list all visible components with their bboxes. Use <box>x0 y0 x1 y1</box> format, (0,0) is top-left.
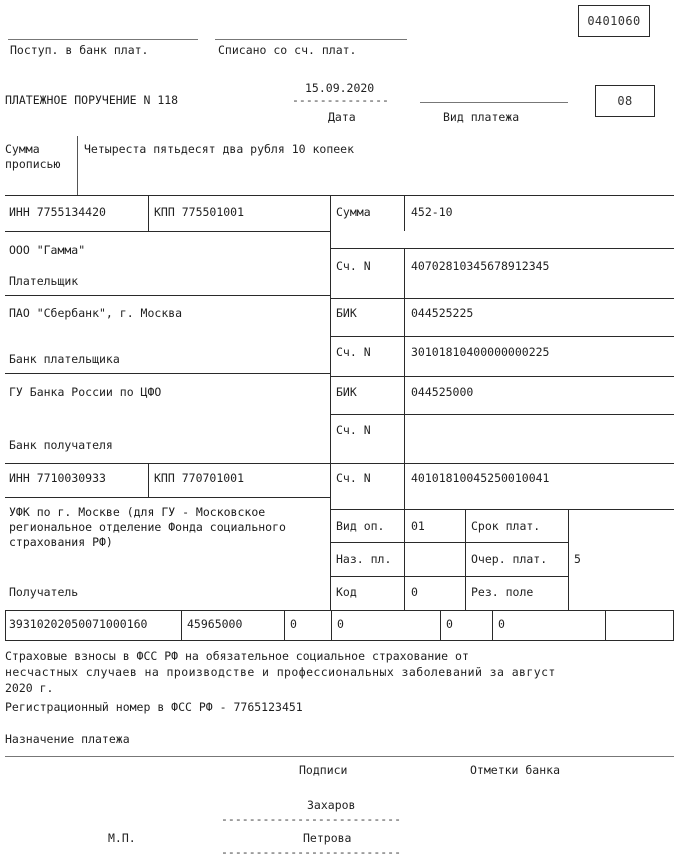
footer-rule <box>5 756 674 757</box>
received-by-bank-label: Поступ. в банк плат. <box>10 43 149 57</box>
budget-doc-date: 0 <box>498 617 505 631</box>
purpose-line-1: Страховые взносы в ФСС РФ на обязательное социальное страхование от <box>5 649 469 663</box>
right-rule-payee-bank-account-bottom <box>330 463 674 464</box>
budget-doc-number: 0 <box>446 617 453 631</box>
op-divider-label-2 <box>568 509 569 610</box>
stamp-label: М.П. <box>108 831 136 845</box>
right-rule-payer-account-bottom <box>330 298 674 299</box>
amount-in-words-value: Четыреста пятьдесят два рубля 10 копеек <box>84 142 355 156</box>
bank-marks-label: Отметки банка <box>470 763 561 777</box>
budget-divider-1 <box>181 610 182 640</box>
signature-2-rule: -------------------------- <box>221 845 402 859</box>
form-code-box <box>578 5 650 37</box>
right-label-value-divider-2 <box>404 248 405 298</box>
payee-caption: Получатель <box>9 585 79 599</box>
right-rule-amount-bottom <box>330 248 674 249</box>
payee-name: УФК по г. Москве (для ГУ - Московское региональное отделение Фонда социального страхования РФ) <box>9 505 293 550</box>
op-grid-rule-2 <box>330 576 568 577</box>
budget-basis: 0 <box>290 617 297 631</box>
payer-inn-value: 7755134420 <box>36 205 106 219</box>
date-dashes: -------------- <box>292 93 389 107</box>
written-off-label: Списано со сч. плат. <box>218 43 357 57</box>
form-code-value: 0401060 <box>587 13 641 28</box>
payer-account-value: 40702810345678912345 <box>411 259 550 273</box>
payer-bank-bik-value: 044525225 <box>411 306 474 320</box>
budget-divider-2 <box>284 610 285 640</box>
payee-inn-value: 7710030933 <box>36 471 106 485</box>
vid-op-label: Вид оп. <box>336 519 385 533</box>
table-rule-payeebank-bottom <box>5 463 330 464</box>
payment-type-code-value: 08 <box>617 93 633 108</box>
budget-left-edge <box>5 610 6 640</box>
date-label: Дата <box>328 110 356 124</box>
signature-2-name: Петрова <box>303 831 352 845</box>
kod-value: 0 <box>411 585 418 599</box>
op-grid-rule-top <box>330 509 674 510</box>
ocher-plat-label: Очер. плат. <box>471 552 548 566</box>
naz-pl-label: Наз. пл. <box>336 552 392 566</box>
written-off-rule <box>215 39 407 40</box>
budget-divider-5 <box>492 610 493 640</box>
purpose-line-2: несчастных случаев на производстве и профессиональных заболеваний за август <box>5 665 556 679</box>
signature-1-rule: -------------------------- <box>221 812 402 826</box>
srok-plat-label: Срок плат. <box>471 519 541 533</box>
kod-label: Код <box>336 585 357 599</box>
purpose-line-4: Регистрационный номер в ФСС РФ - 7765123451 <box>5 700 303 714</box>
payer-caption: Плательщик <box>9 274 79 288</box>
right-label-value-divider-6 <box>404 414 405 463</box>
vid-op-value: 01 <box>411 519 425 533</box>
payer-account-label: Сч. N <box>336 259 371 273</box>
payer-bank-account-value: 30101810400000000225 <box>411 345 550 359</box>
payer-name: ООО "Гамма" <box>9 243 86 257</box>
payee-inn-label: ИНН <box>9 471 30 485</box>
amount-value: 452-10 <box>411 205 453 219</box>
budget-oktmo: 45965000 <box>187 617 243 631</box>
inn-kpp-divider-payer <box>148 195 149 231</box>
payer-inn-label: ИНН <box>9 205 30 219</box>
op-grid-rule-1 <box>330 542 568 543</box>
received-by-bank-rule <box>8 39 198 40</box>
right-rule-payer-bank-account-bottom <box>330 376 674 377</box>
budget-kbk: 39310202050071000160 <box>9 617 148 631</box>
payment-kind-label: Вид платежа <box>443 110 520 124</box>
payer-kpp-value: 775501001 <box>181 205 245 219</box>
table-rule-payee-bottom <box>5 610 674 611</box>
payer-bank-name: ПАО "Сбербанк", г. Москва <box>9 306 183 320</box>
payment-type-code-box <box>595 85 655 117</box>
table-rule-payer-bottom <box>5 295 330 296</box>
payee-bank-account-label: Сч. N <box>336 423 371 437</box>
rez-pole-label: Рез. поле <box>471 585 534 599</box>
inn-kpp-divider-payee <box>148 463 149 497</box>
budget-divider-3 <box>331 610 332 640</box>
signature-1-name: Захаров <box>307 798 356 812</box>
ocher-plat-value: 5 <box>574 552 581 566</box>
date-value: 15.09.2020 <box>305 81 375 95</box>
left-block-right-divider <box>330 195 331 610</box>
right-label-value-divider-7 <box>404 463 405 509</box>
payer-inn <box>9 205 106 219</box>
payer-bank-bik-label: БИК <box>336 306 357 320</box>
right-label-value-divider-5 <box>404 376 405 414</box>
op-divider-label-1 <box>404 509 405 610</box>
payee-account-value: 40101810045250010041 <box>411 471 550 485</box>
signatures-label: Подписи <box>299 763 348 777</box>
payer-kpp <box>154 205 244 219</box>
amount-in-words-label-line1: Сумма <box>5 142 40 156</box>
budget-right-edge <box>673 610 674 640</box>
budget-period: 0 <box>337 617 344 631</box>
purpose-caption: Назначение платежа <box>5 732 130 746</box>
payer-bank-caption: Банк плательщика <box>9 352 120 366</box>
table-rule-top <box>5 195 674 196</box>
payee-bank-name: ГУ Банка России по ЦФО <box>9 385 162 399</box>
document-title: ПЛАТЕЖНОЕ ПОРУЧЕНИЕ N 118 <box>5 93 179 107</box>
right-label-value-divider-4 <box>404 336 405 376</box>
table-rule-payerbank-bottom <box>5 373 330 374</box>
right-rule-payee-bik-bottom <box>330 414 674 415</box>
purpose-line-3: 2020 г. <box>5 681 54 695</box>
payee-kpp <box>154 471 244 485</box>
op-divider-mid <box>465 509 466 610</box>
amount-in-words-divider <box>77 136 78 195</box>
payer-kpp-label: КПП <box>154 205 175 219</box>
right-label-value-divider-1 <box>404 195 405 231</box>
payee-bank-caption: Банк получателя <box>9 438 113 452</box>
payee-kpp-label: КПП <box>154 471 175 485</box>
right-label-value-divider-3 <box>404 298 405 336</box>
payer-bank-account-label: Сч. N <box>336 345 371 359</box>
budget-divider-6 <box>605 610 606 640</box>
payee-bank-bik-label: БИК <box>336 385 357 399</box>
budget-divider-4 <box>440 610 441 640</box>
right-rule-bik-bottom <box>330 336 674 337</box>
amount-in-words-label-line2: прописью <box>5 157 61 171</box>
payment-kind-rule <box>420 102 568 103</box>
payee-inn <box>9 471 106 485</box>
payee-bank-bik-value: 044525000 <box>411 385 474 399</box>
payee-kpp-value: 770701001 <box>181 471 245 485</box>
table-rule-payee-inn-bottom <box>5 497 330 498</box>
table-rule-inn-bottom <box>5 231 330 232</box>
budget-row-rule-bottom <box>5 640 674 641</box>
amount-label: Сумма <box>336 205 371 219</box>
payee-account-label: Сч. N <box>336 471 371 485</box>
